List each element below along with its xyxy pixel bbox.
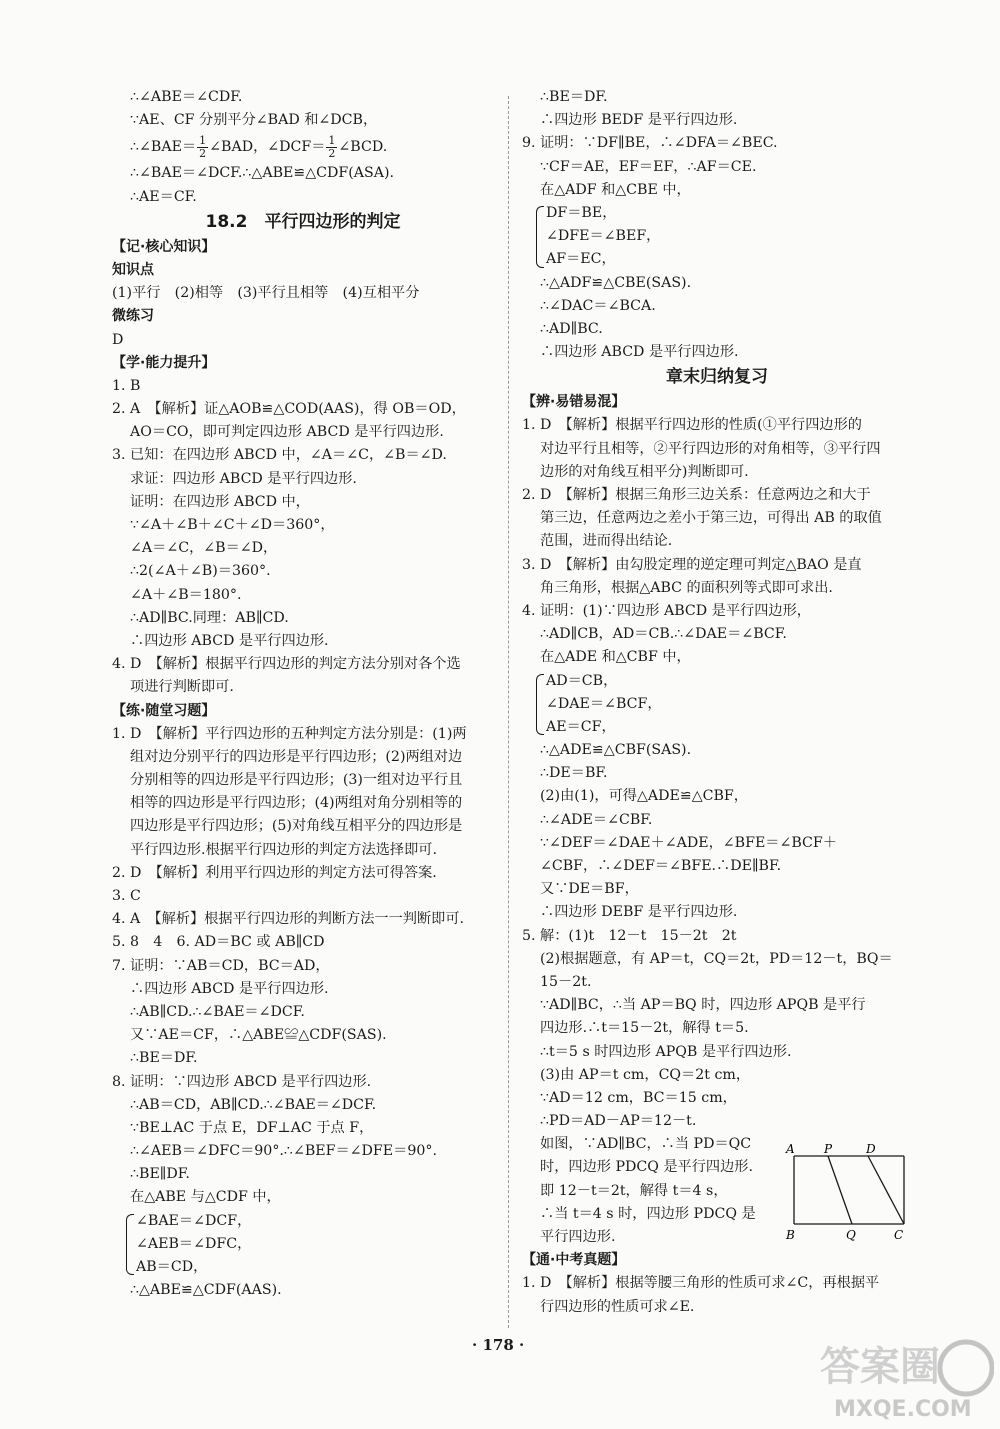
text-line: ∴∠ABE＝∠CDF.: [130, 89, 243, 105]
text-line: ∴AD∥CB，AD＝CB.∴∠DAE＝∠BCF.: [540, 626, 787, 643]
text-line: 组对边分别平行的四边形是平行四边形；(2)两组对边: [130, 748, 463, 765]
section-title: 18.2 平行四边形的判定: [205, 211, 401, 232]
right-column: [522, 86, 912, 1319]
text-line: 如图，∵AD∥BC，∴当 PD＝QC: [540, 1136, 752, 1153]
text-line: DF＝BE，: [546, 204, 617, 221]
fraction-numerator: 1: [328, 133, 336, 147]
text-line: 角三角形，根据△ABC 的面积列等式即可求出.: [540, 579, 833, 596]
point-label-p: P: [824, 1142, 833, 1156]
subheading: 微练习: [112, 308, 154, 325]
text-line: 相等的四边形是平行四边形；(4)两组对角分别相等的: [130, 795, 463, 812]
text-line: (3)由 AP＝t cm，CQ＝2t cm，: [540, 1066, 751, 1083]
text-line: 分别相等的四边形是平行四边形；(3)一组对边平行且: [130, 772, 463, 789]
text-line: 4. D 【解析】根据平行四边形的判定方法分别对各个选: [112, 656, 461, 673]
text-line: ∵∠DEF＝∠DAE＋∠ADE，∠BFE＝∠BCF＋: [540, 834, 837, 851]
section-header: 【学·能力提升】: [112, 354, 216, 371]
segment-dq-parallel: [868, 1156, 904, 1224]
text-line: ∠DFE＝∠BEF，: [546, 228, 661, 245]
text-line: 第三边，任意两边之差小于第三边，可得出 AB 的取值: [540, 510, 882, 527]
text-line: ∠DAE＝∠BCF，: [546, 695, 662, 712]
column-divider: [508, 96, 509, 1328]
text-line: 2. A 【解析】证△AOB≌△COD(AAS)，得 OB＝OD，: [112, 401, 466, 418]
text-line: 在△ADE 和△CBF 中，: [540, 649, 691, 666]
fraction: [326, 135, 337, 160]
text-line: (1)平行 (2)相等 (3)平行且相等 (4)互相平分: [112, 285, 420, 302]
text-line: ∴AD∥BC.同理：AB∥CD.: [130, 609, 289, 626]
equation-system: [112, 1210, 494, 1280]
text-line: ∴t＝5 s 时四边形 APQB 是平行四边形.: [540, 1043, 792, 1060]
equation-system: [522, 202, 912, 272]
text-line: ∴BE＝DF.: [130, 1050, 198, 1067]
text-line: ∴∠AEB＝∠DFC＝90°.∴∠BEF＝∠DFE＝90°.: [130, 1143, 437, 1160]
text-line: 四边形.∴t＝15－2t，解得 t＝5.: [540, 1020, 749, 1037]
text-line: ∴AB＝CD，AB∥CD.∴∠BAE＝∠DCF.: [130, 1096, 377, 1113]
text-line: 1. D 【解析】平行四边形的五种判定方法分别是：(1)两: [112, 725, 467, 742]
text-line: 1. D 【解析】根据等腰三角形的性质可求∠C，再根据平: [522, 1275, 880, 1292]
text-line: ∴BE∥DF.: [130, 1166, 190, 1183]
text-line: (2)根据题意，有 AP＝t，CQ＝2t，PD＝12－t，BQ＝: [540, 950, 893, 967]
text-line: ∵CF＝AE，EF＝EF，∴AF＝CE.: [540, 158, 757, 175]
text-line: 1. B: [112, 377, 141, 394]
text-line: ∴△ABE≌△CDF(AAS).: [130, 1282, 282, 1299]
text-line: 在△ADF 和△CBE 中，: [540, 181, 691, 198]
text-line: 平行四边形.: [540, 1229, 616, 1245]
text-line: ∠BAE＝∠DCF，: [136, 1212, 252, 1229]
subheading: 知识点: [112, 261, 154, 278]
text-line: 即 12－t＝2t，解得 t＝4 s，: [540, 1182, 728, 1199]
fraction-denominator: 2: [199, 146, 207, 160]
text-line: 平行四边形.根据平行四边形的判定方法选择即可.: [130, 841, 437, 858]
section-title: 章末归纳复习: [666, 367, 768, 388]
text-segment: ∠BCD.: [338, 139, 388, 156]
text-line: 2. D 【解析】根据三角形三边关系：任意两边之和大于: [522, 487, 871, 503]
text-line: 对边平行且相等，②平行四边形的对角相等，③平行四: [540, 440, 881, 457]
text-line: ∴四边形 ABCD 是平行四边形.: [130, 980, 329, 997]
text-line: ∵AD∥BC，∴当 AP＝BQ 时，四边形 APQB 是平行: [540, 997, 866, 1014]
text-line: ∴四边形 BEDF 是平行四边形.: [540, 112, 738, 129]
text-line: ∴四边形 ABCD 是平行四边形.: [130, 632, 329, 649]
text-line: 范围，进而得出结论.: [540, 533, 673, 550]
fraction: [197, 135, 208, 160]
point-label-c: C: [894, 1228, 904, 1242]
text-line: ∵∠A＋∠B＋∠C＋∠D＝360°，: [130, 517, 335, 533]
fraction-denominator: 2: [328, 146, 336, 160]
point-label-b: B: [786, 1228, 795, 1242]
text-line: 行四边形的性质可求∠E.: [540, 1298, 695, 1315]
text-line: ∴四边形 DEBF 是平行四边形.: [540, 904, 738, 921]
text-line: ∵AD＝12 cm，BC＝15 cm，: [540, 1089, 737, 1106]
text-line: ∴∠DAC＝∠BCA.: [540, 297, 656, 314]
text-line: AO＝CO，即可判定四边形 ABCD 是平行四边形.: [130, 424, 444, 441]
text-line: ∴四边形 ABCD 是平行四边形.: [540, 344, 739, 361]
text-line: 又∵AE＝CF，∴△ABE≌△CDF(SAS).: [130, 1027, 387, 1044]
text-line: ∠CBF，∴∠DEF＝∠BFE.∴DE∥BF.: [540, 858, 782, 874]
text-line: ∠AEB＝∠DFC，: [136, 1235, 252, 1252]
text-line: 5. 解：(1)t 12－t 15－2t 2t: [522, 927, 737, 944]
page-number: · 178 ·: [472, 1336, 525, 1354]
text-line: 7. 证明：∵AB＝CD，BC＝AD，: [112, 957, 330, 974]
text-line: 9. 证明：∵DF∥BE，∴∠DFA＝∠BEC.: [522, 135, 778, 152]
text-line: ∵AE、CF 分别平分∠BAD 和∠DCB，: [130, 112, 378, 129]
text-line: 2. D 【解析】利用平行四边形的判定方法可得答案.: [112, 864, 437, 881]
text-line: ∴当 t＝4 s 时，四边形 PDCQ 是: [540, 1205, 756, 1222]
text-line: ∠A＋∠B＝180°.: [130, 586, 242, 603]
text-line: ∴2(∠A＋∠B)＝360°.: [130, 563, 271, 580]
text-line: 3. D 【解析】由勾股定理的逆定理可判定△BAO 是直: [522, 556, 862, 573]
text-line: ∴DE＝BF.: [540, 765, 608, 782]
text-line: 项进行判断即可.: [130, 679, 234, 696]
text-line: 3. C: [112, 888, 141, 904]
point-label-q: Q: [846, 1228, 856, 1242]
text-line: ∴∠ADE＝∠CBF.: [540, 811, 653, 828]
point-label-a: A: [786, 1142, 795, 1156]
text-segment: ∠BAD，∠DCF＝: [209, 139, 326, 156]
text-line: ∴AB∥CD.∴∠BAE＝∠DCF.: [130, 1003, 305, 1020]
section-header: 【记·核心知识】: [112, 238, 216, 255]
section-header: 【辨·易错易混】: [522, 394, 626, 411]
text-line: D: [112, 331, 124, 348]
equation-system: [522, 670, 912, 740]
site-watermark-logo: [814, 1328, 994, 1424]
text-line: 15－2t.: [540, 973, 592, 990]
left-column: [112, 86, 494, 1302]
text-line: 4. A 【解析】根据平行四边形的判断方法一一判断即可.: [112, 911, 465, 928]
text-line: ∴△ADF≌△CBE(SAS).: [540, 274, 692, 291]
text-line: 时，四边形 PDCQ 是平行四边形.: [540, 1159, 754, 1176]
text-line: 证明：在四边形 ABCD 中，: [130, 493, 310, 510]
point-label-d: D: [866, 1142, 876, 1156]
text-line: 5. 8 4 6. AD＝BC 或 AB∥CD: [112, 934, 325, 951]
fraction-numerator: 1: [199, 133, 207, 147]
parallelogram-figure: [782, 1142, 912, 1242]
text-line: ∵BE⊥AC 于点 E，DF⊥AC 于点 F，: [130, 1119, 374, 1136]
watermark-bottom: MXQE.COM: [834, 1397, 972, 1422]
text-line: AE＝CF，: [546, 718, 616, 735]
fraction-line: [112, 132, 494, 162]
text-line: AD＝CB，: [546, 672, 618, 689]
text-line: ∴△ADE≌△CBF(SAS).: [540, 742, 692, 759]
text-line: 8. 证明：∵四边形 ABCD 是平行四边形.: [112, 1073, 372, 1090]
text-line: (2)由(1)，可得△ADE≌△CBF，: [540, 788, 748, 805]
segment-pq: [828, 1156, 852, 1224]
text-segment: ∴∠BAE＝: [130, 139, 197, 156]
text-line: 在△ABE 与△CDF 中，: [130, 1189, 281, 1206]
text-line: ∴∠BAE＝∠DCF.∴△ABE≌△CDF(ASA).: [130, 165, 395, 182]
text-line: 求证：四边形 ABCD 是平行四边形.: [130, 470, 357, 487]
text-line: AF＝EC，: [546, 251, 616, 268]
text-line: 1. D 【解析】根据平行四边形的性质(①平行四边形的: [522, 417, 862, 434]
text-line: ∠A＝∠C，∠B＝∠D，: [130, 540, 278, 557]
text-line: 四边形是平行四边形；(5)对角线互相平分的四边形是: [130, 818, 463, 835]
section-header: 【练·随堂习题】: [112, 702, 216, 719]
section-header: 【通·中考真题】: [522, 1252, 626, 1269]
text-line: ∴AE＝CF.: [130, 188, 197, 205]
watermark-top: 答案圈: [820, 1344, 940, 1390]
text-line: AB＝CD，: [136, 1259, 208, 1275]
text-line: 边形的对角线互相平分)判断即可.: [540, 463, 749, 480]
text-line: ∴PD＝AD－AP＝12－t.: [540, 1113, 697, 1130]
text-line: 4. 证明：(1)∵四边形 ABCD 是平行四边形，: [522, 602, 811, 619]
text-line: 又∵DE＝BF，: [540, 881, 639, 898]
text-line: ∴BE＝DF.: [540, 89, 608, 105]
text-line: 3. 已知：在四边形 ABCD 中，∠A＝∠C，∠B＝∠D.: [112, 447, 447, 464]
text-line: ∴AD∥BC.: [540, 320, 603, 337]
